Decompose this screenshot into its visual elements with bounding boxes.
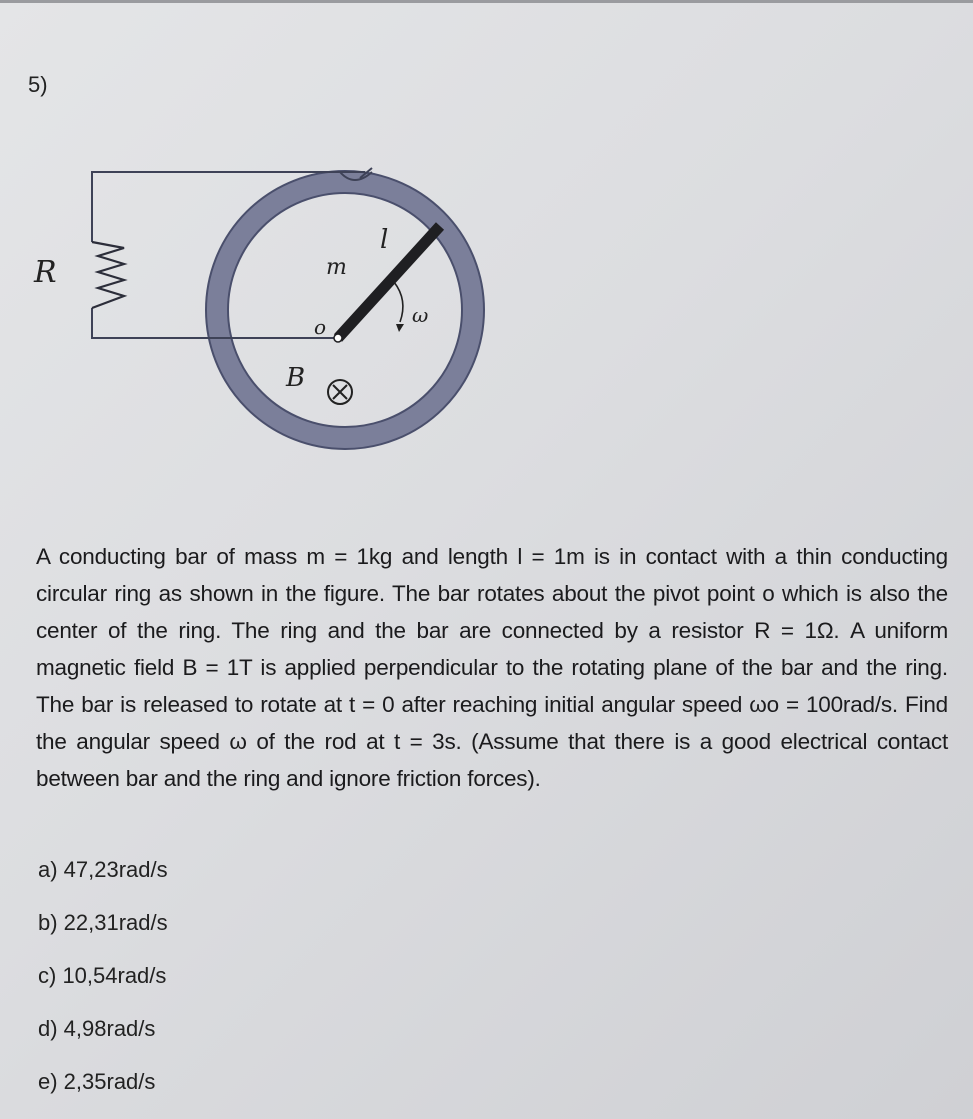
label-omega: ω xyxy=(412,303,429,327)
question-number: 5) xyxy=(28,72,48,97)
option-d[interactable]: d) 4,98rad/s xyxy=(38,1016,156,1041)
label-pivot: o xyxy=(314,315,327,339)
label-mass: m xyxy=(326,255,347,280)
top-divider xyxy=(0,0,973,3)
label-length: l xyxy=(380,225,389,255)
option-c[interactable]: c) 10,54rad/s xyxy=(38,963,167,988)
option-a[interactable]: a) 47,23rad/s xyxy=(38,857,168,882)
answer-options xyxy=(38,850,168,1115)
resistor-symbol xyxy=(92,242,124,308)
rotation-arrow xyxy=(394,282,403,322)
label-resistor: R xyxy=(34,255,57,290)
pivot-point xyxy=(334,334,342,342)
conducting-ring xyxy=(217,182,473,438)
problem-statement: A conducting bar of mass m = 1kg and length l = 1m is in contact with a thin conducting circular ring as shown in the figure. The bar rotates about the pivot point o which is also the center of the ring. The ring and the bar are connected by a resistor R = 1Ω. A uniform magnetic field B = 1T is applied perpendicular to the rotating plane of the bar and the ring. The bar is released to rotate at t = 0 after reaching initial angular speed ωo = 100rad/s. Find the angular speed ω of the rod at t = 3s. (Assume that there is a good electrical contact between bar and the ring and ignore friction forces). xyxy=(36,544,948,791)
option-b[interactable]: b) 22,31rad/s xyxy=(38,910,168,935)
rotation-arrowhead xyxy=(396,324,404,332)
label-field: B xyxy=(286,363,306,393)
circuit-figure xyxy=(20,160,500,480)
option-e[interactable]: e) 2,35rad/s xyxy=(38,1069,156,1094)
